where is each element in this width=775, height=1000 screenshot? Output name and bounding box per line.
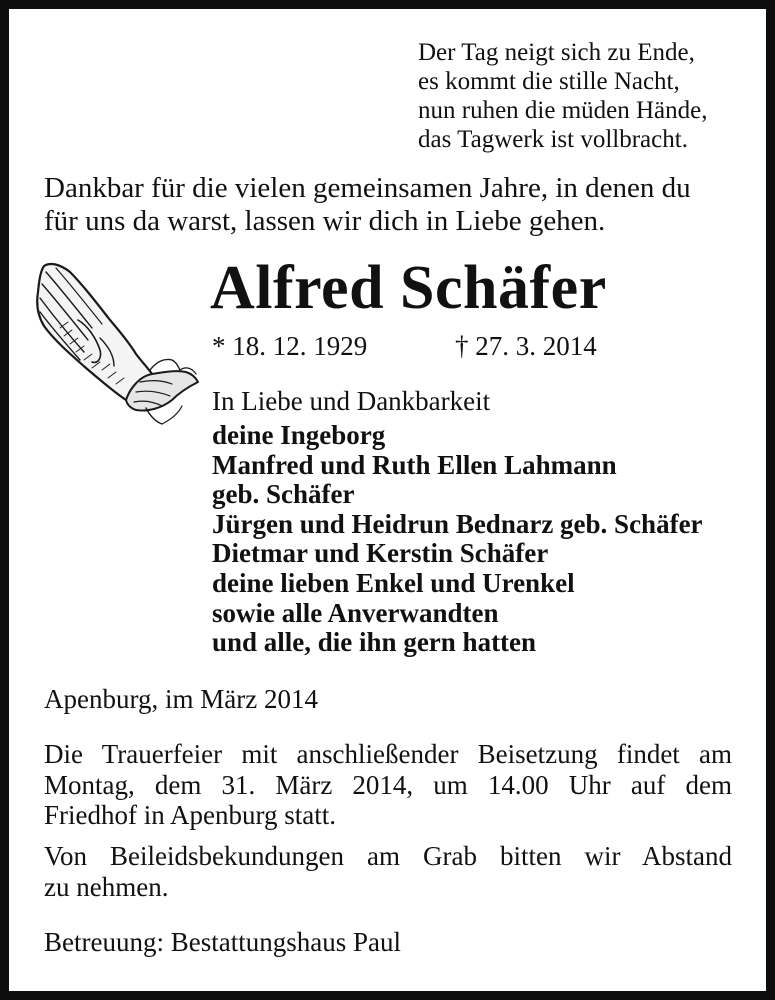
condolence-note — [44, 841, 732, 902]
deceased-name: Alfred Schäfer — [210, 254, 607, 322]
mourning-intro: In Liebe und Dankbarkeit — [212, 386, 491, 416]
mourner-line: sowie alle Anverwandten — [212, 597, 499, 628]
funeral-home: Betreuung: Bestattungshaus Paul — [44, 927, 401, 957]
funeral-line: Die Trauerfeier mit anschließender Beisetzung findet am — [44, 739, 732, 769]
mourner-line: Dietmar und Kerstin Schäfer — [212, 538, 549, 569]
condolence-line: Von Beileidsbekundungen am Grab bitten wir Abstand — [44, 841, 732, 871]
death-date: † 27. 3. 2014 — [455, 331, 597, 361]
intro-line: für uns da warst, lassen wir dich in Liebe gehen. — [44, 205, 606, 237]
place-date: Apenburg, im März 2014 — [44, 684, 318, 714]
mourner-line: deine Ingeborg — [212, 420, 386, 450]
mourner-line: Jürgen und Heidrun Bednarz geb. Schäfer — [212, 508, 703, 539]
funeral-line: Friedhof in Apenburg statt. — [44, 800, 336, 830]
intro-line: Dankbar für die vielen gemeinsamen Jahre, in denen du — [44, 172, 691, 204]
condolence-line: zu nehmen. — [44, 871, 169, 902]
mourners-list — [212, 421, 703, 658]
mourner-line: und alle, die ihn gern hatten — [212, 627, 537, 658]
poem-line: nun ruhen die müden Hände, — [418, 97, 708, 124]
mourner-line: deine lieben Enkel und Urenkel — [212, 567, 575, 598]
poem — [418, 38, 708, 154]
poem-line: es kommt die stille Nacht, — [418, 68, 680, 95]
intro-text — [44, 172, 744, 238]
mourner-line: Manfred und Ruth Ellen Lahmann — [212, 449, 617, 480]
funeral-info — [44, 739, 732, 831]
praying-hands-icon — [30, 258, 202, 430]
birth-date: * 18. 12. 1929 — [212, 331, 368, 361]
mourner-line: geb. Schäfer — [212, 479, 355, 510]
funeral-line: Montag, dem 31. März 2014, um 14.00 Uhr auf dem — [44, 769, 732, 800]
poem-line: Der Tag neigt sich zu Ende, — [418, 39, 695, 66]
poem-line: das Tagwerk ist vollbracht. — [418, 126, 688, 153]
